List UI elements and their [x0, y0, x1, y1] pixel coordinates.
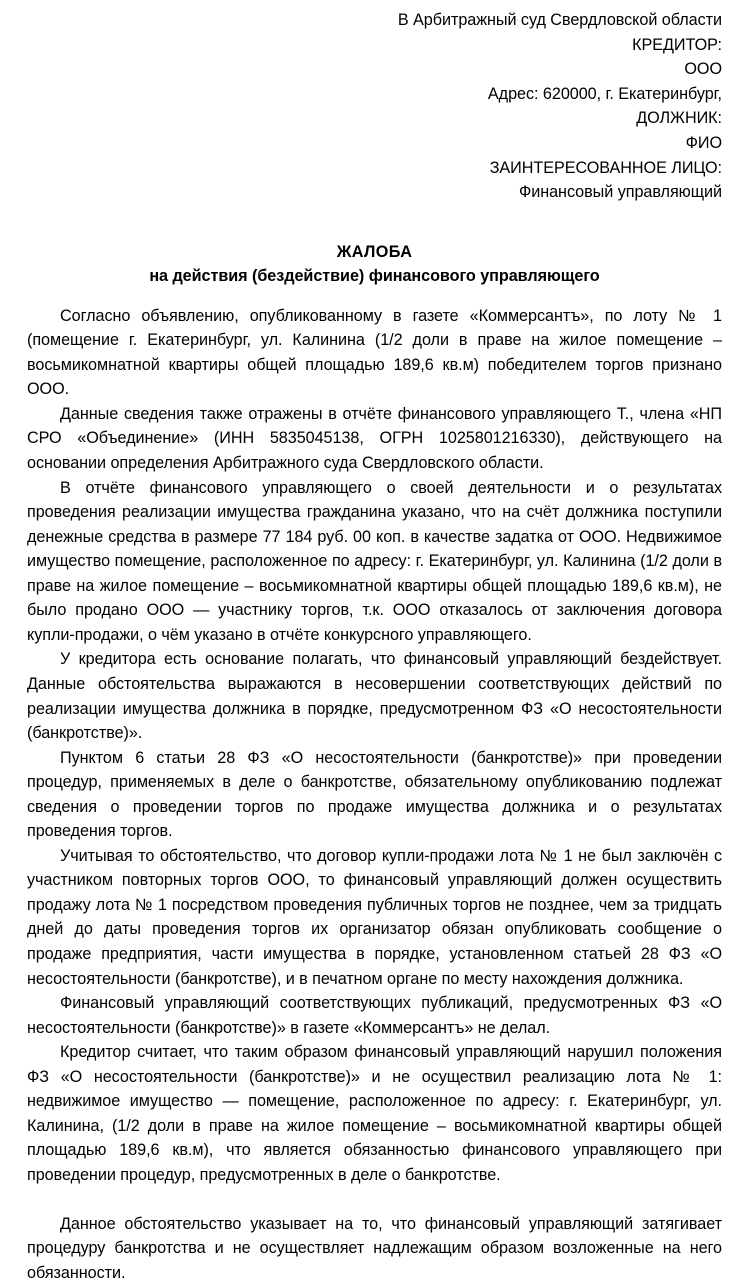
- paragraph-2: Данные сведения также отражены в отчёте финансового управляющего Т., члена «НП СРО «Объединение» (ИНН 5835045138, ОГРН 1025801216330), действующего на основании определения Арбитражного суда Свердловского области.: [27, 404, 722, 473]
- document-body: [27, 304, 722, 1286]
- addressee-line-interested-label: ЗАИНТЕРЕСОВАННОЕ ЛИЦО:: [489, 158, 722, 177]
- addressee-line-address: Адрес: 620000, г. Екатеринбург,: [487, 84, 722, 103]
- addressee-block: [27, 8, 722, 205]
- paragraph-8: Кредитор считает, что таким образом финансовый управляющий нарушил положения ФЗ «О несостоятельности (банкротстве)» и не осуществил реализацию лота № 1: недвижимое имущество — помещение, расположенное по адресу: г. Екатеринбург, ул. Калинина, (1/2 доли в праве на жилое помещение – восьмикомнатной квартиры общей площадью 189,6 кв.м), что является обязанностью финансового управляющего при проведении процедур, предусмотренных в деле о банкротстве.: [27, 1043, 722, 1184]
- paragraph-1: Согласно объявлению, опубликованному в газете «Коммерсантъ», по лоту № 1 (помещение г. Екатеринбург, ул. Калинина (1/2 доли в праве на жилое помещение – восьмикомнатной квартиры общей площадью 189,6 кв.м) победителем торгов признано ООО.: [27, 306, 722, 399]
- paragraph-3: В отчёте финансового управляющего о своей деятельности и о результатах проведения реализации имущества гражданина указано, что на счёт должника поступили денежные средства в размере 77 184 руб. 00 коп. в качестве задатка от ООО. Недвижимое имущество помещение, расположенное по адресу: г. Екатеринбург, ул. Калинина (1/2 доли в праве на жилое помещение – восьмикомнатной квартиры общей площадью 189,6 кв.м), не было продано ООО — участнику торгов, т.к. ООО отказалось от заключения договора купли-продажи, о чём указано в отчёте конкурсного управляющего.: [27, 478, 722, 644]
- addressee-line-court: В Арбитражный суд Свердловской области: [397, 11, 722, 29]
- addressee-line-interested-name: Финансовый управляющий: [518, 183, 722, 202]
- paragraph-9: Данное обстоятельство указывает на то, что финансовый управляющий затягивает процедуру банкротства и не осуществляет надлежащим образом возложенные на него обязанности.: [27, 1214, 722, 1283]
- addressee-line-creditor-name: ООО: [684, 60, 722, 79]
- paragraph-6: Учитывая то обстоятельство, что договор купли-продажи лота № 1 не был заключён с участником повторных торгов ООО, то финансовый управляющий должен осуществить продажу лота № 1 посредством проведения публичных торгов не позднее, чем за тридцать дней до даты проведения торгов их организатор обязан опубликовать сообщение о продаже предприятия, части имущества в порядке, установленном статьей 28 ФЗ «О несостоятельности (банкротстве), и в печатном органе по месту нахождения должника.: [27, 846, 722, 988]
- document-subtitle: на действия (бездействие) финансового управляющего: [149, 266, 600, 285]
- paragraph-4: У кредитора есть основание полагать, что финансовый управляющий бездействует. Данные обстоятельства выражаются в несовершении соответствующих действий по реализации имущества должника в порядке, предусмотренном ФЗ «О несостоятельности (банкротстве)».: [27, 650, 722, 743]
- addressee-line-debtor-name: ФИО: [685, 133, 722, 152]
- document-title-block: [27, 240, 722, 288]
- paragraph-7: Финансовый управляющий соответствующих публикаций, предусмотренных ФЗ «О несостоятельности (банкротстве)» в газете «Коммерсантъ» не делал.: [27, 994, 722, 1037]
- paragraph-5: Пунктом 6 статьи 28 ФЗ «О несостоятельности (банкротстве)» при проведении процедур, применяемых в деле о банкротстве, обязательному опубликованию подлежат сведения о проведении торгов по продаже имущества должника и о результатах проведения торгов.: [27, 748, 722, 841]
- addressee-line-debtor-label: ДОЛЖНИК:: [636, 109, 722, 128]
- addressee-line-creditor-label: КРЕДИТОР:: [632, 35, 722, 54]
- document-title: ЖАЛОБА: [336, 242, 413, 261]
